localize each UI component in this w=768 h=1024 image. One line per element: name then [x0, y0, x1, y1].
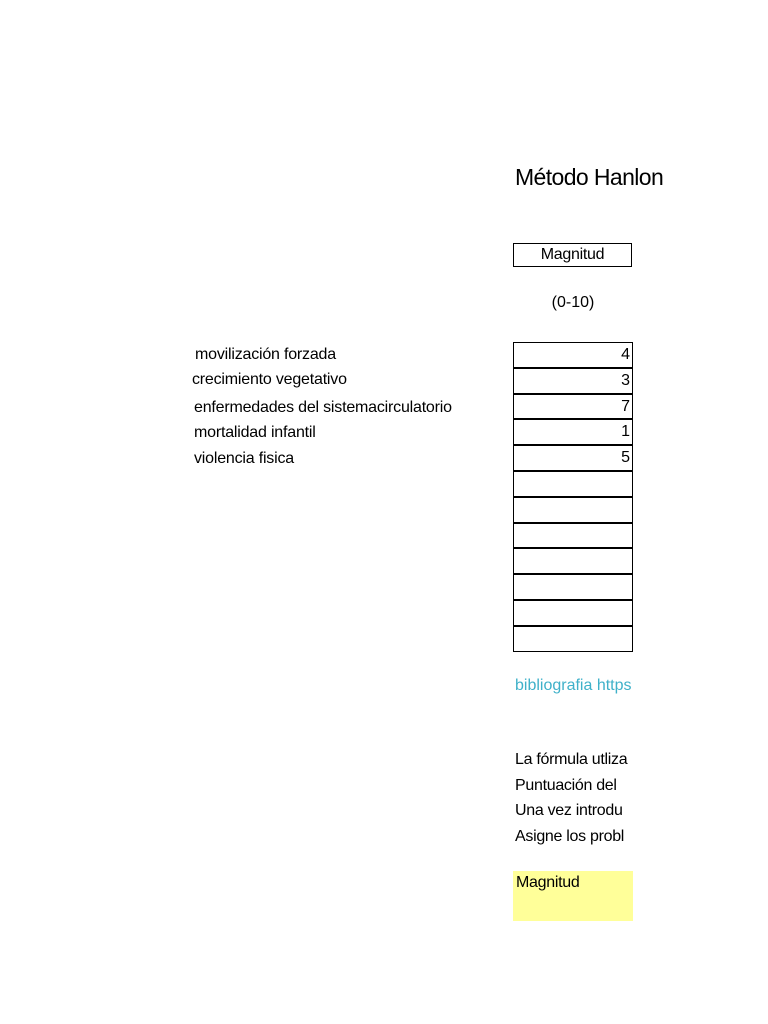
magnitud-cell[interactable]: 4 [513, 342, 633, 368]
magnitud-cell[interactable] [513, 574, 633, 600]
instruction-line: La fórmula utliza [515, 751, 628, 768]
magnitud-cell[interactable] [513, 523, 633, 549]
problem-label: movilización forzada [195, 346, 336, 363]
magnitud-cell[interactable] [513, 471, 633, 497]
magnitud-cell[interactable] [513, 600, 633, 626]
range-label: (0-10) [551, 294, 595, 311]
problem-label: mortalidad infantil [194, 424, 316, 441]
instruction-line: Asigne los probl [515, 827, 625, 845]
magnitud-summary-cell[interactable] [513, 871, 633, 921]
summary-label: Magnitud [516, 874, 580, 891]
magnitud-cell[interactable]: 3 [513, 368, 633, 394]
magnitud-header-cell[interactable]: Magnitud [513, 243, 632, 267]
magnitud-cell[interactable] [513, 626, 633, 652]
magnitud-cell[interactable] [513, 548, 633, 574]
instructions-block [515, 749, 633, 851]
bibliography-link[interactable]: bibliografia https [515, 677, 632, 694]
sheet-title: Método Hanlon [515, 164, 664, 190]
problem-label: violencia fisica [194, 450, 294, 467]
instruction-line: Una vez introdu [515, 802, 623, 819]
magnitud-cell[interactable]: 5 [513, 445, 633, 471]
instruction-line: Puntuación del [515, 776, 617, 794]
problem-label: crecimiento vegetativo [192, 371, 347, 388]
magnitud-cell[interactable]: 1 [513, 419, 633, 445]
magnitud-cell[interactable]: 7 [513, 394, 633, 420]
magnitud-cell[interactable] [513, 497, 633, 523]
problem-label: enfermedades del sistemacirculatorio [194, 399, 452, 416]
